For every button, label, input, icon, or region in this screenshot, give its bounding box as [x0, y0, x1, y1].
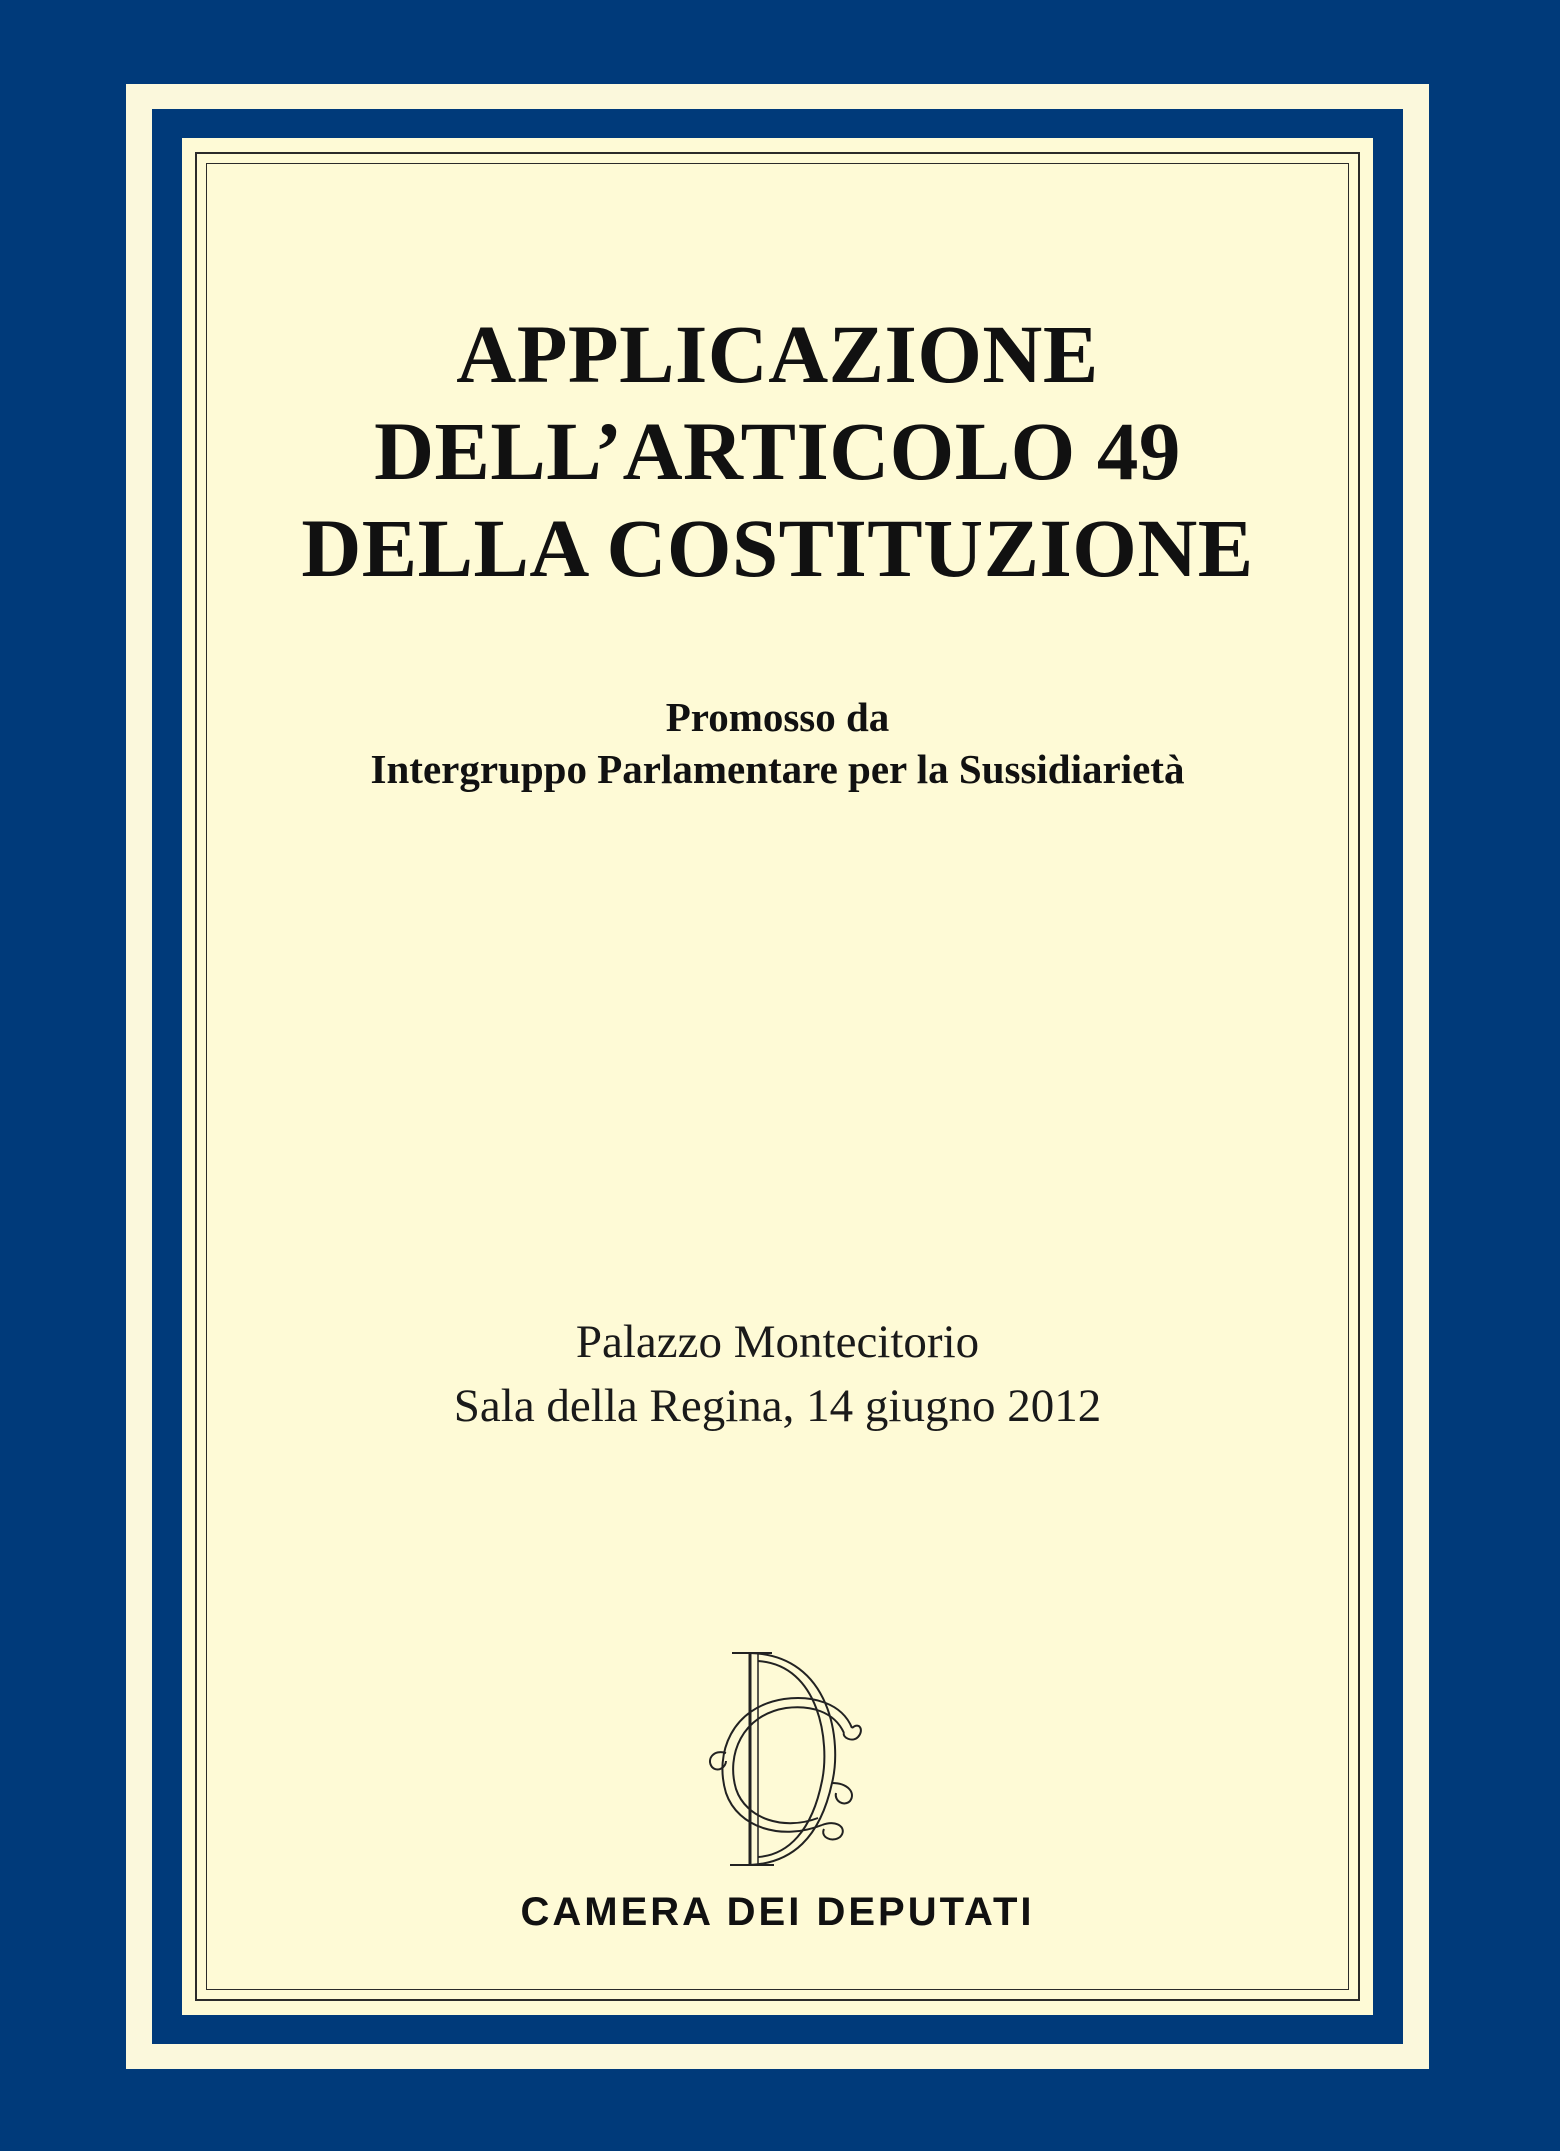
- title-line: APPLICAZIONE: [456, 308, 1099, 400]
- title-line: DELL’ARTICOLO 49: [374, 405, 1181, 497]
- venue-line: Sala della Regina, 14 giugno 2012: [453, 1380, 1102, 1432]
- venue-block: [182, 1310, 1373, 1438]
- promoter-line: Intergruppo Parlamentare per la Sussidiarietà: [370, 746, 1185, 792]
- camera-monogram-icon: [692, 1633, 872, 1883]
- cover-panel: [182, 138, 1373, 2015]
- cover-title: [182, 306, 1373, 597]
- title-line: DELLA COSTITUZIONE: [301, 502, 1254, 594]
- publisher-name: CAMERA DEI DEPUTATI: [520, 1890, 1035, 1934]
- venue-line: Palazzo Montecitorio: [575, 1316, 980, 1368]
- promoter-line: Promosso da: [665, 694, 890, 740]
- promoter-block: [182, 691, 1373, 795]
